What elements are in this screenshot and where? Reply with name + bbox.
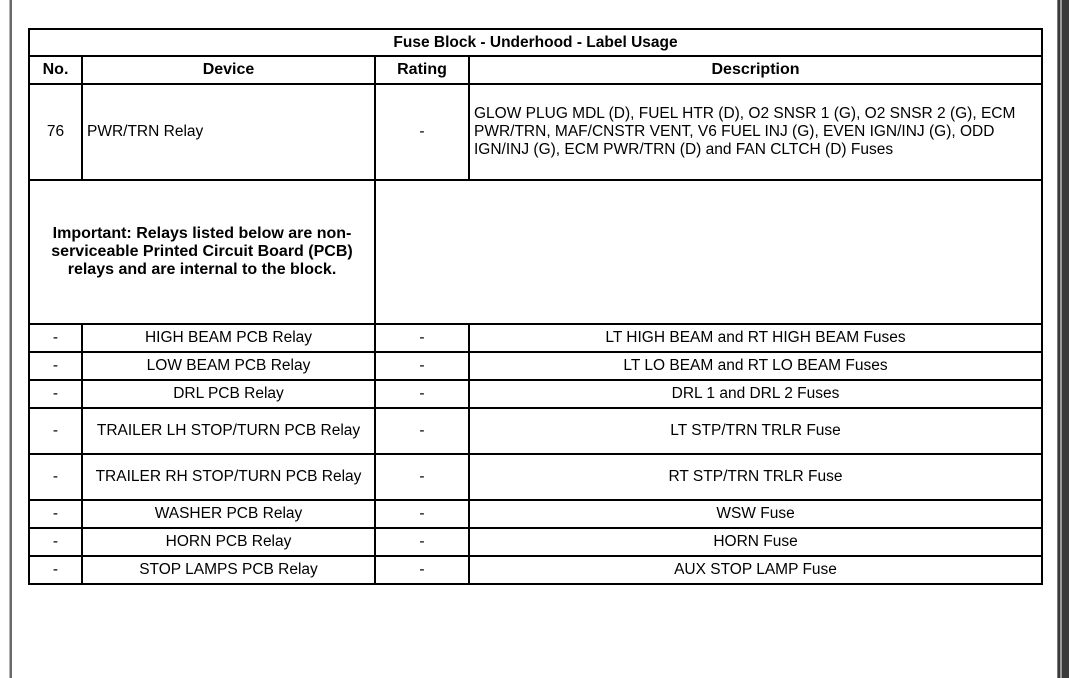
table-row bbox=[29, 528, 1042, 556]
cell-no: - bbox=[29, 352, 82, 380]
cell-no: - bbox=[29, 500, 82, 528]
cell-rating: - bbox=[375, 556, 469, 584]
table-row bbox=[29, 84, 1042, 180]
cell-description: LT STP/TRN TRLR Fuse bbox=[469, 408, 1042, 454]
cell-device: TRAILER RH STOP/TURN PCB Relay bbox=[82, 454, 375, 500]
cell-description: HORN Fuse bbox=[469, 528, 1042, 556]
cell-device: HORN PCB Relay bbox=[82, 528, 375, 556]
cell-no: - bbox=[29, 324, 82, 352]
cell-device: DRL PCB Relay bbox=[82, 380, 375, 408]
cell-no: - bbox=[29, 380, 82, 408]
empty-cell bbox=[375, 180, 1042, 324]
table-row bbox=[29, 380, 1042, 408]
table-row bbox=[29, 352, 1042, 380]
cell-description: DRL 1 and DRL 2 Fuses bbox=[469, 380, 1042, 408]
table-row bbox=[29, 556, 1042, 584]
cell-device: HIGH BEAM PCB Relay bbox=[82, 324, 375, 352]
cell-no: - bbox=[29, 528, 82, 556]
cell-rating: - bbox=[375, 380, 469, 408]
cell-rating: - bbox=[375, 408, 469, 454]
cell-description: RT STP/TRN TRLR Fuse bbox=[469, 454, 1042, 500]
header-description: Description bbox=[469, 56, 1042, 84]
cell-device: TRAILER LH STOP/TURN PCB Relay bbox=[82, 408, 375, 454]
cell-rating: - bbox=[375, 500, 469, 528]
cell-device: WASHER PCB Relay bbox=[82, 500, 375, 528]
cell-description: LT LO BEAM and RT LO BEAM Fuses bbox=[469, 352, 1042, 380]
cell-rating: - bbox=[375, 324, 469, 352]
cell-device: STOP LAMPS PCB Relay bbox=[82, 556, 375, 584]
header-device: Device bbox=[82, 56, 375, 84]
table-row bbox=[29, 454, 1042, 500]
header-rating: Rating bbox=[375, 56, 469, 84]
cell-rating: - bbox=[375, 454, 469, 500]
cell-description: WSW Fuse bbox=[469, 500, 1042, 528]
cell-description: LT HIGH BEAM and RT HIGH BEAM Fuses bbox=[469, 324, 1042, 352]
table-title: Fuse Block - Underhood - Label Usage bbox=[29, 29, 1042, 56]
cell-description: GLOW PLUG MDL (D), FUEL HTR (D), O2 SNSR 1 (G), O2 SNSR 2 (G), ECM PWR/TRN, MAF/CNSTR VENT, V6 FUEL INJ (G), EVEN IGN/INJ (G), ODD IGN/INJ (G), ECM PWR/TRN (D) and FAN CLTCH (D) Fuses bbox=[469, 84, 1042, 180]
table-row bbox=[29, 500, 1042, 528]
window-right-scrollbar[interactable] bbox=[1057, 0, 1069, 678]
header-no: No. bbox=[29, 56, 82, 84]
window-left-border bbox=[0, 0, 12, 678]
table-row bbox=[29, 324, 1042, 352]
cell-rating: - bbox=[375, 352, 469, 380]
cell-rating: - bbox=[375, 84, 469, 180]
cell-device: PWR/TRN Relay bbox=[82, 84, 375, 180]
note-row bbox=[29, 180, 1042, 324]
table-row bbox=[29, 408, 1042, 454]
cell-description: AUX STOP LAMP Fuse bbox=[469, 556, 1042, 584]
cell-rating: - bbox=[375, 528, 469, 556]
fuse-block-table bbox=[28, 28, 1043, 585]
cell-no: - bbox=[29, 408, 82, 454]
cell-no: - bbox=[29, 454, 82, 500]
cell-no: 76 bbox=[29, 84, 82, 180]
cell-no: - bbox=[29, 556, 82, 584]
cell-device: LOW BEAM PCB Relay bbox=[82, 352, 375, 380]
important-note: Important: Relays listed below are non-serviceable Printed Circuit Board (PCB) relays and are internal to the block. bbox=[29, 180, 375, 324]
